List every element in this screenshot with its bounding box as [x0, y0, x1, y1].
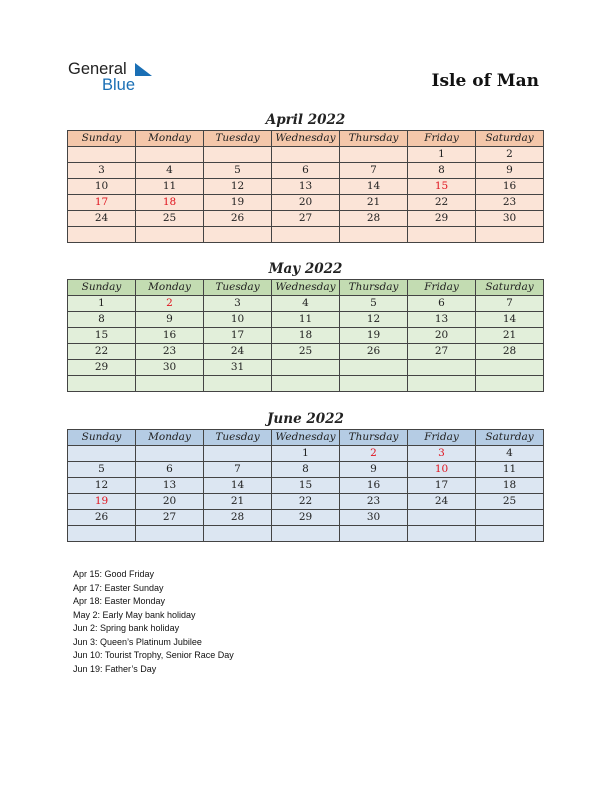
day-cell: 14 [476, 312, 544, 328]
weekday-header: Thursday [340, 430, 408, 446]
day-cell: 10 [68, 179, 136, 195]
day-cell: 28 [204, 510, 272, 526]
day-cell: 26 [204, 211, 272, 227]
day-cell: 30 [476, 211, 544, 227]
day-cell: 18 [136, 195, 204, 211]
day-cell: 17 [204, 328, 272, 344]
day-cell: 17 [68, 195, 136, 211]
day-cell: 8 [68, 312, 136, 328]
month-title: April 2022 [265, 112, 346, 128]
weekday-header: Wednesday [272, 280, 340, 296]
week-row [68, 179, 544, 195]
day-cell: 9 [476, 163, 544, 179]
calendar-table [67, 130, 544, 243]
day-cell: 6 [136, 462, 204, 478]
day-cell [204, 376, 272, 392]
day-cell: 4 [272, 296, 340, 312]
day-cell: 19 [340, 328, 408, 344]
week-row [68, 376, 544, 392]
weekday-header: Friday [408, 131, 476, 147]
holiday-note: Apr 15: Good Friday [73, 569, 155, 579]
day-cell: 26 [68, 510, 136, 526]
day-cell: 27 [408, 344, 476, 360]
month-title: June 2022 [267, 411, 344, 427]
calendar-table [67, 429, 544, 542]
day-cell: 23 [340, 494, 408, 510]
logo-triangle-icon [133, 63, 153, 77]
day-cell [272, 376, 340, 392]
day-cell [272, 147, 340, 163]
day-cell: 9 [136, 312, 204, 328]
day-cell [340, 526, 408, 542]
day-cell: 7 [476, 296, 544, 312]
day-cell: 11 [476, 462, 544, 478]
day-cell: 22 [408, 195, 476, 211]
month-title: May 2022 [268, 261, 343, 277]
day-cell: 12 [68, 478, 136, 494]
day-cell: 16 [476, 179, 544, 195]
day-cell [136, 227, 204, 243]
day-cell [136, 376, 204, 392]
calendar-table [67, 279, 544, 392]
day-cell: 1 [272, 446, 340, 462]
day-cell: 20 [272, 195, 340, 211]
day-cell: 2 [340, 446, 408, 462]
weekday-header: Monday [136, 280, 204, 296]
day-cell: 15 [408, 179, 476, 195]
day-cell [408, 510, 476, 526]
month-april [67, 110, 544, 243]
day-cell [476, 376, 544, 392]
weekday-header: Wednesday [272, 131, 340, 147]
week-row [68, 510, 544, 526]
day-cell: 1 [68, 296, 136, 312]
day-cell [476, 526, 544, 542]
week-row [68, 211, 544, 227]
day-cell [272, 360, 340, 376]
day-cell [476, 360, 544, 376]
day-cell [408, 526, 476, 542]
weekday-header-row [68, 131, 544, 147]
day-cell: 13 [408, 312, 476, 328]
week-row [68, 296, 544, 312]
day-cell [340, 360, 408, 376]
weekday-header: Friday [408, 280, 476, 296]
weekday-header: Monday [136, 430, 204, 446]
week-row [68, 446, 544, 462]
day-cell [68, 147, 136, 163]
day-cell: 29 [408, 211, 476, 227]
week-row [68, 328, 544, 344]
week-row [68, 494, 544, 510]
day-cell: 5 [68, 462, 136, 478]
day-cell: 29 [68, 360, 136, 376]
day-cell [476, 227, 544, 243]
weekday-header: Friday [408, 430, 476, 446]
day-cell: 4 [476, 446, 544, 462]
holiday-note: Apr 18: Easter Monday [73, 596, 166, 606]
day-cell: 8 [272, 462, 340, 478]
generalblue-logo [68, 60, 158, 96]
day-cell: 15 [272, 478, 340, 494]
holiday-note: Jun 2: Spring bank holiday [73, 623, 180, 633]
day-cell: 8 [408, 163, 476, 179]
day-cell: 9 [340, 462, 408, 478]
country-title: Isle of Man [431, 71, 539, 91]
day-cell: 7 [204, 462, 272, 478]
day-cell: 27 [272, 211, 340, 227]
week-row [68, 478, 544, 494]
day-cell: 28 [476, 344, 544, 360]
day-cell: 16 [340, 478, 408, 494]
day-cell: 1 [408, 147, 476, 163]
day-cell [204, 147, 272, 163]
day-cell [68, 227, 136, 243]
day-cell: 22 [68, 344, 136, 360]
day-cell: 3 [204, 296, 272, 312]
day-cell: 7 [340, 163, 408, 179]
day-cell: 24 [204, 344, 272, 360]
day-cell: 13 [136, 478, 204, 494]
day-cell: 5 [340, 296, 408, 312]
day-cell: 20 [136, 494, 204, 510]
day-cell [340, 376, 408, 392]
weekday-header: Tuesday [204, 131, 272, 147]
day-cell: 23 [476, 195, 544, 211]
day-cell: 24 [68, 211, 136, 227]
day-cell: 14 [340, 179, 408, 195]
holiday-note: Jun 10: Tourist Trophy, Senior Race Day [73, 650, 234, 660]
weekday-header: Saturday [476, 280, 544, 296]
day-cell [204, 526, 272, 542]
day-cell: 11 [272, 312, 340, 328]
weekday-header: Monday [136, 131, 204, 147]
day-cell [340, 227, 408, 243]
day-cell: 17 [408, 478, 476, 494]
day-cell: 27 [136, 510, 204, 526]
day-cell: 16 [136, 328, 204, 344]
weekday-header: Thursday [340, 280, 408, 296]
day-cell: 31 [204, 360, 272, 376]
day-cell: 12 [204, 179, 272, 195]
day-cell: 24 [408, 494, 476, 510]
holiday-note: Apr 17: Easter Sunday [73, 582, 164, 593]
weekday-header: Tuesday [204, 280, 272, 296]
day-cell [272, 526, 340, 542]
day-cell: 13 [272, 179, 340, 195]
day-cell: 5 [204, 163, 272, 179]
day-cell: 20 [408, 328, 476, 344]
month-june [67, 409, 544, 542]
logo-word-general: General [68, 60, 127, 78]
weekday-header-row [68, 430, 544, 446]
day-cell: 3 [408, 446, 476, 462]
week-row [68, 163, 544, 179]
day-cell [408, 360, 476, 376]
weekday-header: Saturday [476, 430, 544, 446]
day-cell: 3 [68, 163, 136, 179]
day-cell: 2 [476, 147, 544, 163]
week-row [68, 344, 544, 360]
day-cell: 19 [68, 494, 136, 510]
day-cell: 30 [340, 510, 408, 526]
day-cell: 15 [68, 328, 136, 344]
day-cell: 21 [476, 328, 544, 344]
day-cell: 4 [136, 163, 204, 179]
day-cell: 25 [272, 344, 340, 360]
day-cell [68, 446, 136, 462]
day-cell [408, 227, 476, 243]
day-cell [408, 376, 476, 392]
day-cell: 25 [136, 211, 204, 227]
day-cell [136, 446, 204, 462]
day-cell [476, 510, 544, 526]
week-row [68, 227, 544, 243]
day-cell [204, 227, 272, 243]
day-cell: 11 [136, 179, 204, 195]
day-cell: 30 [136, 360, 204, 376]
week-row [68, 360, 544, 376]
holiday-note: Jun 3: Queen’s Platinum Jubilee [73, 636, 202, 647]
day-cell: 14 [204, 478, 272, 494]
week-row [68, 462, 544, 478]
week-row [68, 312, 544, 328]
week-row [68, 195, 544, 211]
weekday-header: Sunday [68, 131, 136, 147]
holiday-notes [73, 568, 234, 676]
day-cell [136, 147, 204, 163]
day-cell: 23 [136, 344, 204, 360]
day-cell: 19 [204, 195, 272, 211]
weekday-header: Sunday [68, 430, 136, 446]
day-cell: 21 [340, 195, 408, 211]
weekday-header: Wednesday [272, 430, 340, 446]
day-cell [204, 446, 272, 462]
weekday-header: Tuesday [204, 430, 272, 446]
holiday-note: May 2: Early May bank holiday [73, 609, 196, 620]
week-row [68, 147, 544, 163]
weekday-header: Sunday [68, 280, 136, 296]
day-cell [68, 526, 136, 542]
day-cell: 10 [408, 462, 476, 478]
day-cell [136, 526, 204, 542]
holiday-note: Jun 19: Father’s Day [73, 663, 157, 674]
month-may [67, 259, 544, 392]
day-cell: 18 [272, 328, 340, 344]
day-cell: 22 [272, 494, 340, 510]
weekday-header: Thursday [340, 131, 408, 147]
week-row [68, 526, 544, 542]
day-cell: 12 [340, 312, 408, 328]
day-cell: 6 [272, 163, 340, 179]
day-cell: 2 [136, 296, 204, 312]
weekday-header: Saturday [476, 131, 544, 147]
day-cell [340, 147, 408, 163]
day-cell [68, 376, 136, 392]
day-cell: 26 [340, 344, 408, 360]
day-cell: 18 [476, 478, 544, 494]
weekday-header-row [68, 280, 544, 296]
day-cell: 10 [204, 312, 272, 328]
day-cell: 25 [476, 494, 544, 510]
day-cell [272, 227, 340, 243]
day-cell: 6 [408, 296, 476, 312]
day-cell: 28 [340, 211, 408, 227]
day-cell: 29 [272, 510, 340, 526]
logo-word-blue: Blue [102, 76, 136, 94]
day-cell: 21 [204, 494, 272, 510]
